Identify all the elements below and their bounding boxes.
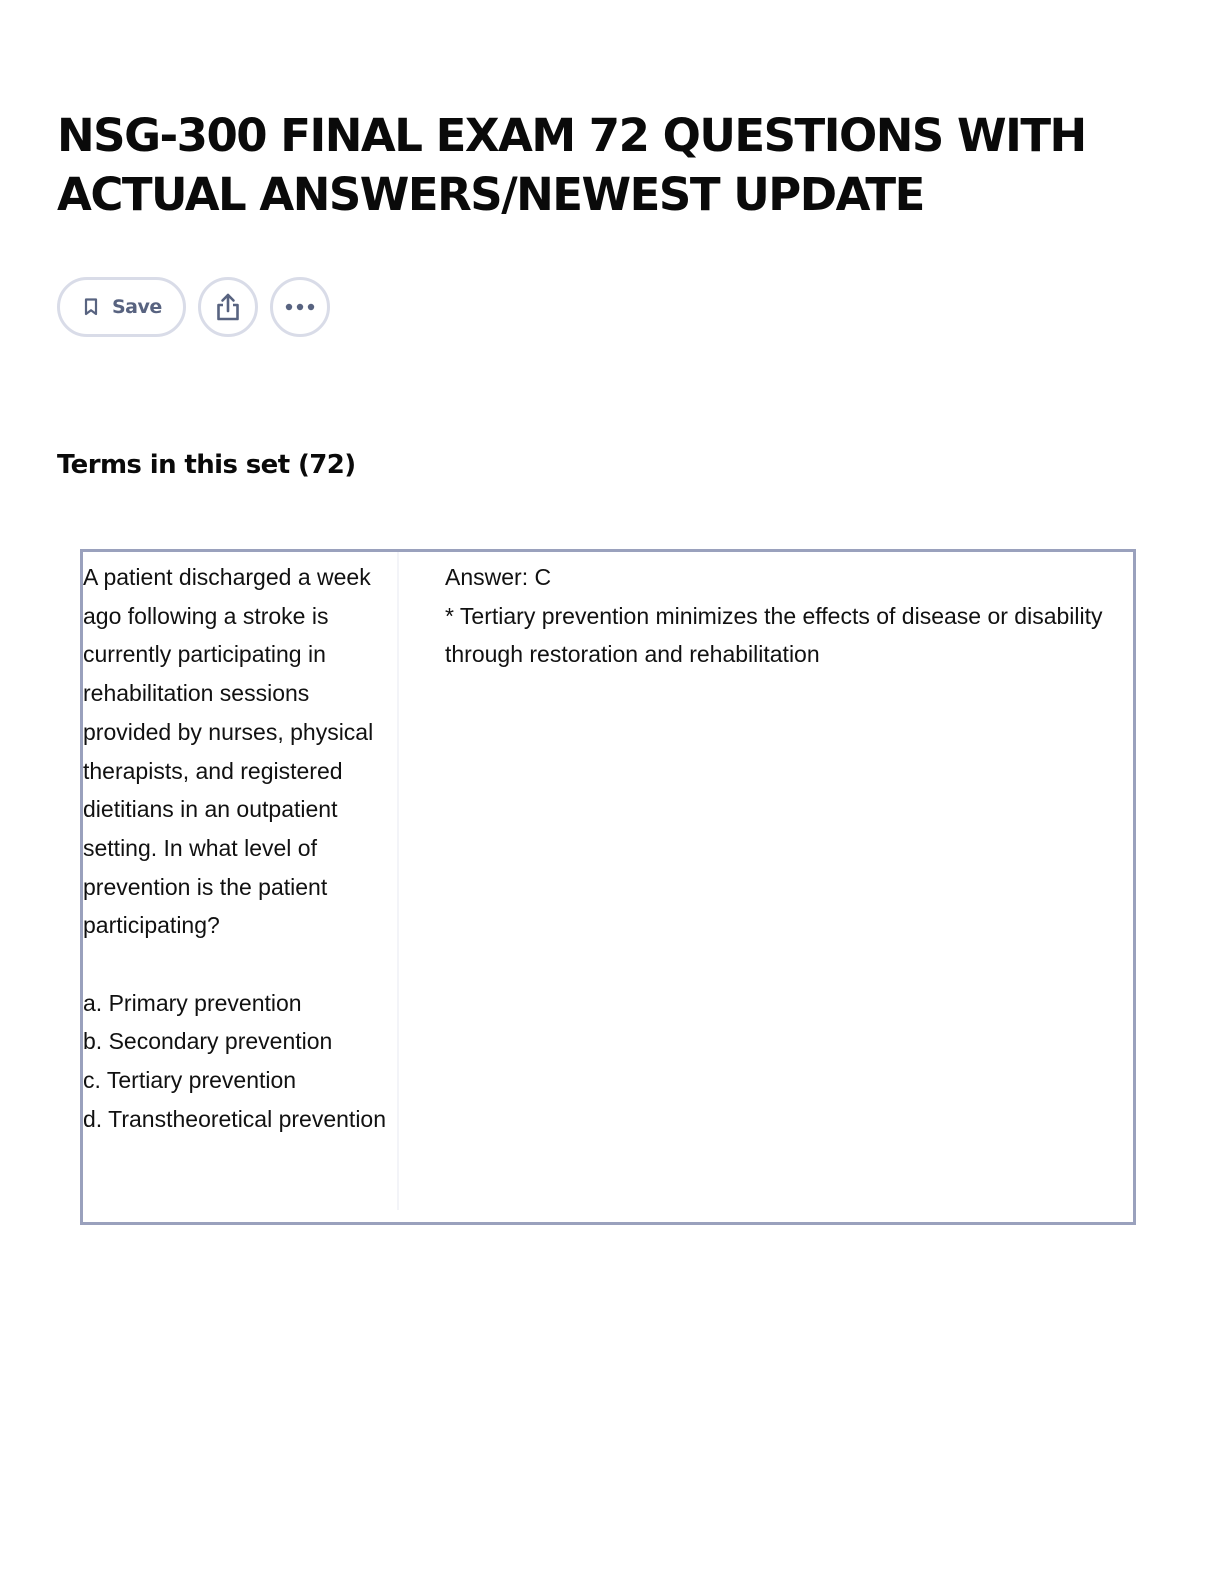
action-bar	[57, 277, 330, 337]
more-options-button[interactable]	[270, 277, 330, 337]
term-row	[83, 552, 1133, 1222]
share-icon	[215, 292, 241, 322]
terms-heading: Terms in this set (72)	[57, 450, 356, 480]
more-icon	[285, 303, 315, 311]
term-divider	[397, 552, 399, 1210]
save-button-label: Save	[112, 296, 162, 318]
page-title: NSG-300 FINAL EXAM 72 QUESTIONS WITH ACTUAL ANSWERS/NEWEST UPDATE	[57, 109, 1086, 221]
share-button[interactable]	[198, 277, 258, 337]
definition-text: Answer: C * Tertiary prevention minimizes the effects of disease or disability through restoration and rehabilitation	[445, 564, 1103, 668]
terms-card	[80, 549, 1136, 1225]
term-text: A patient discharged a week ago following a stroke is currently participating in rehabilitation sessions provided by nurses, physical therapists, and registered dietitians in an outpatient setting. In what level of prevention is the patient participating? a. Primary prevention b. Secondary prevention c. Tertiary prevention d. Transtheoretical prevention	[83, 564, 387, 1132]
save-button[interactable]	[57, 277, 186, 337]
bookmark-icon	[84, 298, 98, 316]
